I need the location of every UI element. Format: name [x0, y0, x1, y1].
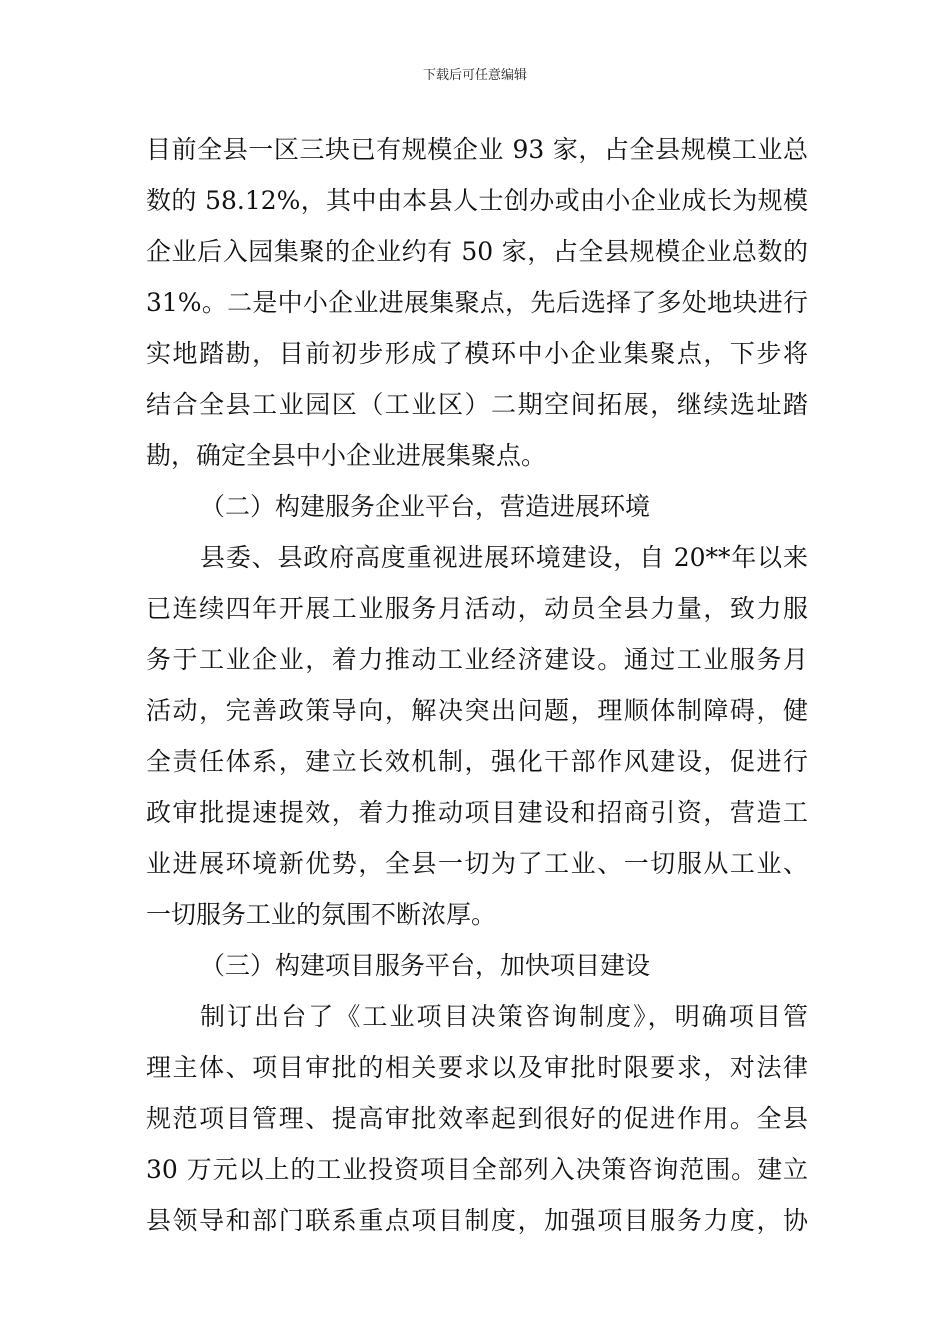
text-line: 规范项目管理、提高审批效率起到很好的促进作用。全县 [146, 1104, 808, 1133]
body-text [146, 124, 808, 1246]
section-heading: （三）构建项目服务平台，加快项目建设 [200, 951, 651, 980]
text-line: 理主体、项目审批的相关要求以及审批时限要求，对法律 [146, 1053, 808, 1082]
text-line: 勘，确定全县中小企业进展集聚点。 [146, 441, 547, 470]
text-line: 结合全县工业园区（工业区）二期空间拓展，继续选址踏 [146, 390, 808, 419]
text-line: 已连续四年开展工业服务月活动，动员全县力量，致力服 [146, 594, 808, 623]
text-line: 实地踏勘，目前初步形成了模环中小企业集聚点，下步将 [146, 339, 808, 368]
page-header: 下载后可任意编辑 [422, 68, 527, 83]
text-line: 30 万元以上的工业投资项目全部列入决策咨询范围。建立 [146, 1155, 808, 1184]
text-line: 县委、县政府高度重视进展环境建设，自 20**年以来 [200, 543, 808, 572]
text-line: 数的 58.12%，其中由本县人士创办或由小企业成长为规模 [146, 186, 808, 215]
text-line: 县领导和部门联系重点项目制度，加强项目服务力度，协 [146, 1206, 808, 1235]
text-line: 制订出台了《工业项目决策咨询制度》，明确项目管 [200, 1002, 808, 1031]
text-line: 业进展环境新优势，全县一切为了工业、一切服从工业、 [146, 849, 808, 878]
section-heading: （二）构建服务企业平台，营造进展环境 [200, 492, 651, 521]
text-line: 全责任体系，建立长效机制，强化干部作风建设，促进行 [146, 747, 808, 776]
text-line: 务于工业企业，着力推动工业经济建设。通过工业服务月 [146, 645, 808, 674]
text-line: 企业后入园集聚的企业约有 50 家，占全县规模企业总数的 [146, 237, 808, 266]
text-line: 目前全县一区三块已有规模企业 93 家，占全县规模工业总 [146, 135, 808, 164]
text-line: 31%。二是中小企业进展集聚点，先后选择了多处地块进行 [146, 288, 808, 317]
text-line: 一切服务工业的氛围不断浓厚。 [146, 900, 497, 929]
text-line: 活动，完善政策导向，解决突出问题，理顺体制障碍，健 [146, 696, 808, 725]
text-line: 政审批提速提效，着力推动项目建设和招商引资，营造工 [146, 798, 808, 827]
